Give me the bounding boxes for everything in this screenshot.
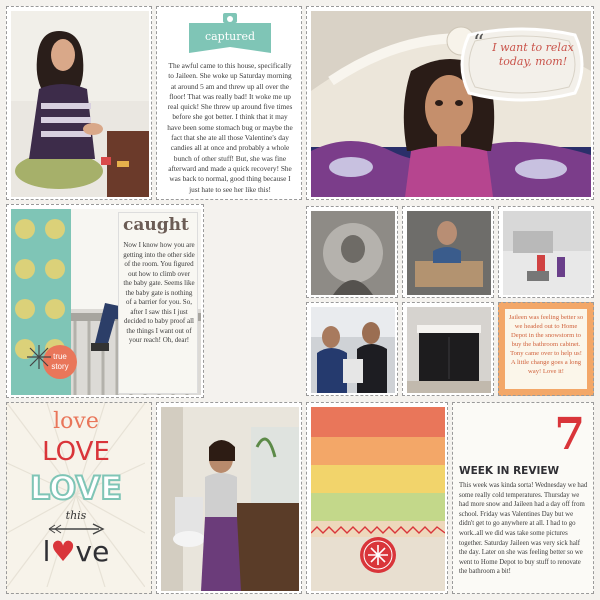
love-letter-l: l <box>42 535 51 568</box>
captured-tag-label: captured <box>204 30 256 43</box>
photo-bathroom-cabinet <box>407 307 491 393</box>
photo-pocket-vintage-boy <box>306 206 398 298</box>
photo-pocket-cabinet-box <box>402 206 494 298</box>
photo-pocket-snowstorm <box>498 206 594 298</box>
photo-girl-reading <box>11 11 149 197</box>
love-line-3: LOVE <box>29 469 123 507</box>
love-line-2: LOVE <box>42 437 110 467</box>
photo-girl-with-box <box>407 211 491 295</box>
photo-vintage-child <box>311 211 395 295</box>
photo-pocket-cabinet <box>402 302 494 396</box>
heart-icon: ♥ <box>50 535 76 568</box>
love-line-5 <box>7 535 145 568</box>
true-story-badge-line1: true <box>53 352 67 361</box>
love-line-4: this <box>65 509 87 522</box>
pattern-card-stripes <box>306 402 448 594</box>
journal-card-week-review <box>452 402 594 594</box>
photo-pocket-boy-gate <box>6 204 204 398</box>
quote-text: I want to relax today, mom! <box>492 41 574 68</box>
striped-paper <box>311 407 445 591</box>
photo-snowstorm <box>503 211 591 295</box>
love-line-1: love <box>53 409 99 434</box>
photo-pocket-bathroom <box>156 402 302 594</box>
journal-card-love <box>6 402 152 594</box>
photo-pocket-girl-portrait <box>306 6 594 200</box>
week-story: This week was kinda sorta! Wednesday we had some really cold temperatures. Thursday we had more snow and Jaileen had a day off from school. Friday was Valentines Day but we didn't get to go anywhere at all. I had to go work..all we did was take some pictures together. Saturday Jaileen was very sick half the day. Later on she was feeling better so we went to Home Depot to buy stuff to renovate the bathroom a bit! <box>459 482 588 576</box>
true-story-badge-line2: story <box>51 362 69 371</box>
quote-mark-icon: “ <box>473 31 485 56</box>
homedepot-story: Jaileen was feeling better so we headed out to Home Depot in the snowstorm to buy the bathroom cabinet. Tony came over to help us! A little change goes a long way! Love it! <box>508 314 584 375</box>
journal-card-caught <box>119 213 197 393</box>
photo-girl-bathroom <box>161 407 299 591</box>
photo-pocket-girl-reading <box>6 6 152 200</box>
journal-card-homedepot <box>498 302 594 396</box>
week-title: WEEK IN REVIEW <box>459 465 560 477</box>
caught-title: caught <box>123 215 189 235</box>
love-letters-ve: ve <box>75 535 110 568</box>
journal-card-captured <box>156 6 302 200</box>
week-number: 7 <box>554 409 585 460</box>
caught-story: Now I know how you are getting into the other side of the room. You figured out how to climb over the baby gate. Seems like the baby gate is nothing of a barrier for you. So, after I saw this I just decided to baby proof all the things I want out of your reach! Oh, dear! <box>123 241 195 344</box>
photo-men-with-box <box>311 307 395 393</box>
captured-story: The awful came to this house, specifically to Jaileen. She woke up Saturday morning at around 5 am and threw up all over the floor! That was really bad! It woke me up real quick! She threw up around five times before she got better. I think that it may have been some stomach bug or maybe the fact that she ate all those Valentine's day candies all at once and probably a whole bunch of other stuff! But, she was fine afterward and made a quick recovery! She was back to normal, good thing because I just hate to see her like this! <box>167 61 293 194</box>
starburst-icon <box>27 345 51 369</box>
arrow-icon <box>47 523 105 535</box>
photo-pocket-men-box <box>306 302 398 396</box>
